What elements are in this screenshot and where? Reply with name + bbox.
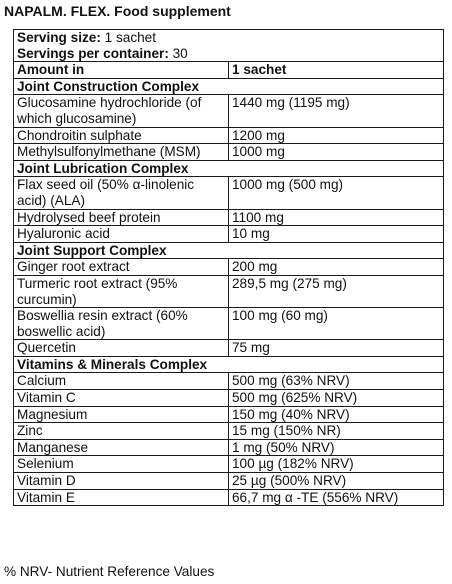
section-header-row bbox=[14, 242, 444, 259]
serving-info-row bbox=[14, 30, 444, 62]
ingredient-amount: 100 µg (182% NRV) bbox=[229, 456, 444, 473]
ingredient-row bbox=[14, 439, 444, 456]
ingredient-amount: 500 mg (63% NRV) bbox=[229, 373, 444, 390]
ingredient-name: Boswellia resin extract (60% boswellic acid) bbox=[14, 308, 229, 340]
ingredient-name: Calcium bbox=[14, 373, 229, 390]
ingredient-row bbox=[14, 489, 444, 506]
ingredient-amount: 1200 mg bbox=[229, 127, 444, 144]
ingredient-amount: 289,5 mg (275 mg) bbox=[229, 275, 444, 307]
ingredient-amount: 75 mg bbox=[229, 340, 444, 357]
ingredient-name: Turmeric root extract (95% curcumin) bbox=[14, 275, 229, 307]
servings-per-container-label: Servings per container: bbox=[17, 45, 169, 61]
ingredient-name: Flax seed oil (50% α-linolenic acid) (ALA) bbox=[14, 177, 229, 209]
header-amount-in: Amount in bbox=[14, 62, 229, 79]
page-title: NAPALM. FLEX. Food supplement bbox=[4, 3, 231, 19]
ingredient-row bbox=[14, 177, 444, 209]
ingredient-amount: 1100 mg bbox=[229, 209, 444, 226]
serving-size-line bbox=[17, 30, 440, 46]
ingredient-row bbox=[14, 259, 444, 276]
ingredient-name: Manganese bbox=[14, 439, 229, 456]
ingredient-name: Vitamin D bbox=[14, 473, 229, 490]
ingredient-row bbox=[14, 127, 444, 144]
ingredient-row bbox=[14, 95, 444, 127]
ingredient-amount: 66,7 mg α -TE (556% NRV) bbox=[229, 489, 444, 506]
ingredient-amount: 1 mg (50% NRV) bbox=[229, 439, 444, 456]
ingredient-amount: 1440 mg (1195 mg) bbox=[229, 95, 444, 127]
serving-info-cell bbox=[14, 30, 444, 62]
supplement-facts-body bbox=[14, 30, 444, 506]
ingredient-amount: 500 mg (625% NRV) bbox=[229, 390, 444, 407]
ingredient-name: Magnesium bbox=[14, 406, 229, 423]
ingredient-name: Selenium bbox=[14, 456, 229, 473]
ingredient-row bbox=[14, 340, 444, 357]
ingredient-name: Chondroitin sulphate bbox=[14, 127, 229, 144]
ingredient-name: Quercetin bbox=[14, 340, 229, 357]
ingredient-row bbox=[14, 209, 444, 226]
ingredient-row bbox=[14, 373, 444, 390]
ingredient-amount: 100 mg (60 mg) bbox=[229, 308, 444, 340]
ingredient-row bbox=[14, 423, 444, 440]
servings-per-container-value: 30 bbox=[168, 45, 188, 61]
ingredient-amount: 200 mg bbox=[229, 259, 444, 276]
ingredient-name: Zinc bbox=[14, 423, 229, 440]
ingredient-name: Vitamin C bbox=[14, 390, 229, 407]
serving-size-label: Serving size: bbox=[17, 30, 101, 45]
ingredient-amount: 25 µg (500% NRV) bbox=[229, 473, 444, 490]
ingredient-name: Methylsulfonylmethane (MSM) bbox=[14, 144, 229, 161]
ingredient-name: Ginger root extract bbox=[14, 259, 229, 276]
footnote: % NRV- Nutrient Reference Values bbox=[4, 564, 215, 579]
ingredient-row bbox=[14, 226, 444, 243]
ingredient-amount: 1000 mg (500 mg) bbox=[229, 177, 444, 209]
ingredient-row bbox=[14, 473, 444, 490]
ingredient-row bbox=[14, 390, 444, 407]
ingredient-name: Glucosamine hydrochloride (of which glucosamine) bbox=[14, 95, 229, 127]
ingredient-name: Hydrolysed beef protein bbox=[14, 209, 229, 226]
ingredient-row bbox=[14, 308, 444, 340]
servings-per-container-line bbox=[17, 46, 440, 62]
supplement-facts-table bbox=[13, 29, 444, 506]
section-title: Vitamins & Minerals Complex bbox=[14, 356, 444, 373]
ingredient-amount: 10 mg bbox=[229, 226, 444, 243]
header-sachet: 1 sachet bbox=[229, 62, 444, 79]
ingredient-name: Vitamin E bbox=[14, 489, 229, 506]
ingredient-amount: 15 mg (150% NR) bbox=[229, 423, 444, 440]
section-title: Joint Lubrication Complex bbox=[14, 160, 444, 177]
ingredient-row bbox=[14, 456, 444, 473]
section-title: Joint Support Complex bbox=[14, 242, 444, 259]
ingredient-row bbox=[14, 144, 444, 161]
ingredient-name: Hyaluronic acid bbox=[14, 226, 229, 243]
section-title: Joint Construction Complex bbox=[14, 78, 444, 95]
ingredient-row bbox=[14, 275, 444, 307]
section-header-row bbox=[14, 78, 444, 95]
serving-size-value: 1 sachet bbox=[100, 30, 157, 45]
table-header-row bbox=[14, 62, 444, 79]
section-header-row bbox=[14, 356, 444, 373]
ingredient-amount: 150 mg (40% NRV) bbox=[229, 406, 444, 423]
section-header-row bbox=[14, 160, 444, 177]
ingredient-amount: 1000 mg bbox=[229, 144, 444, 161]
ingredient-row bbox=[14, 406, 444, 423]
